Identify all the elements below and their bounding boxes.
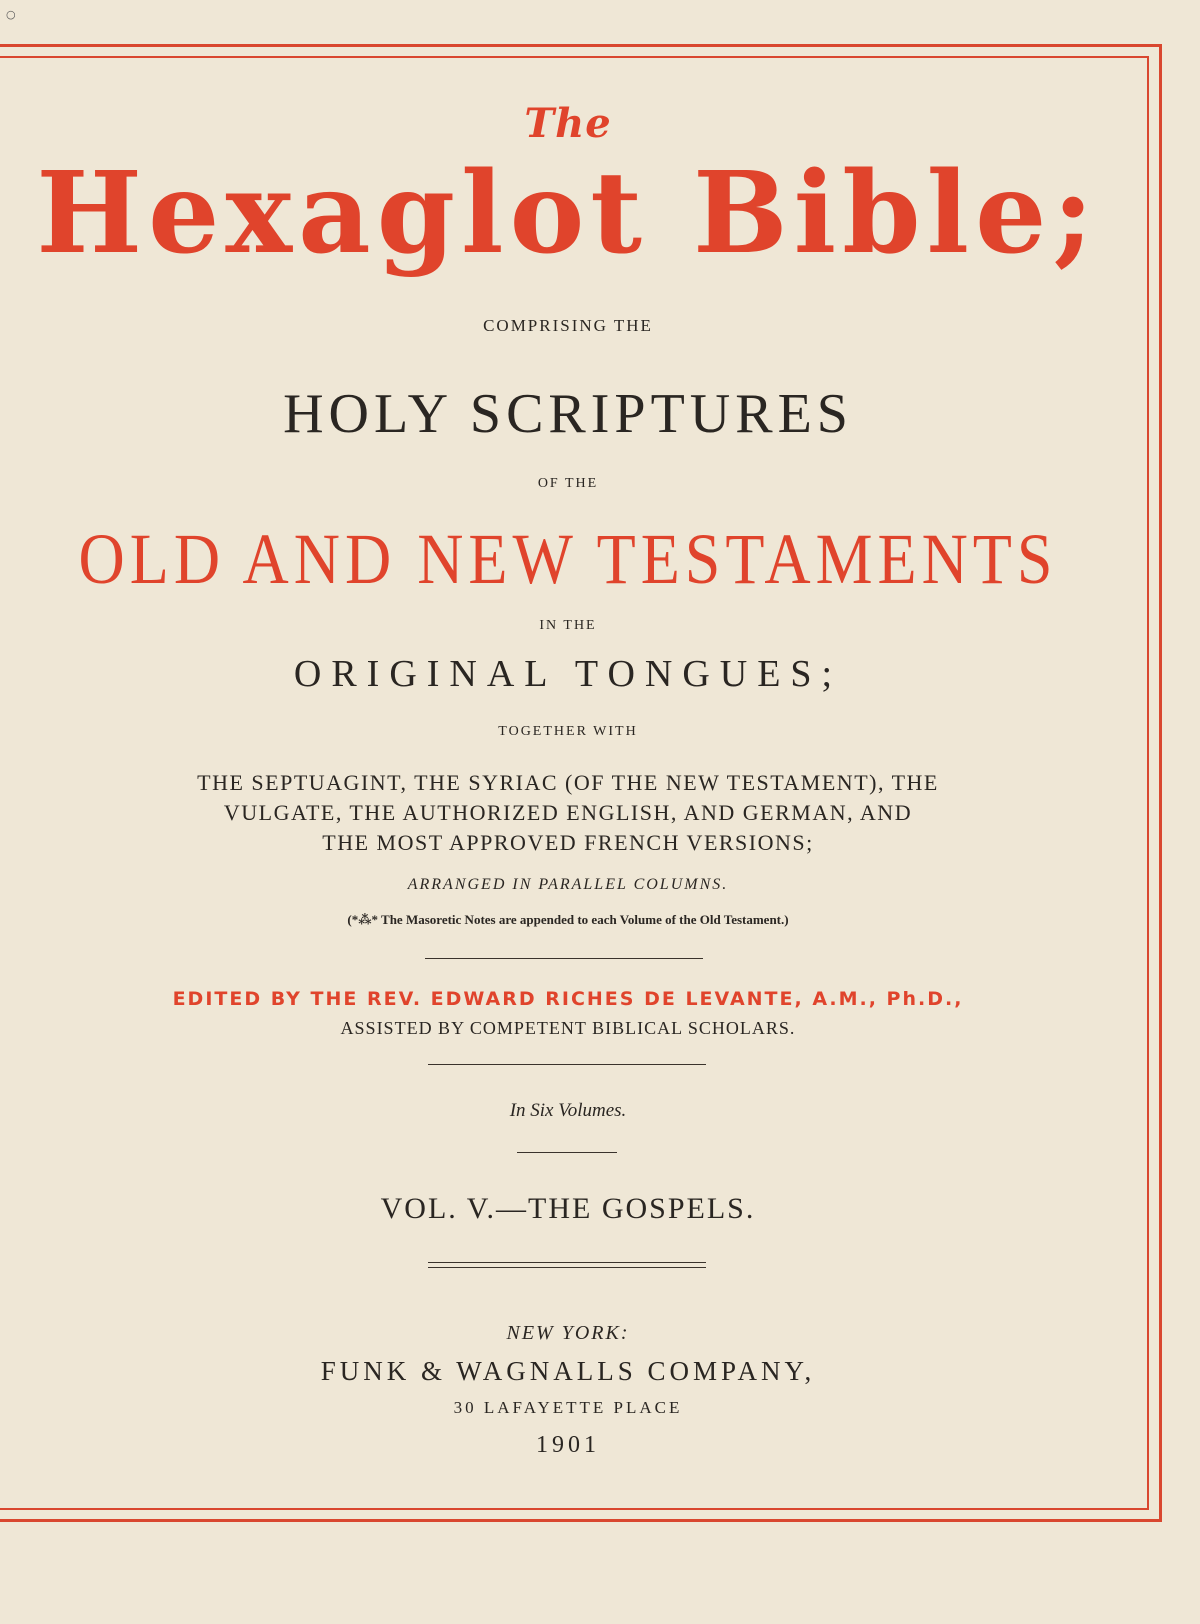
double-rule-bottom — [428, 1267, 706, 1268]
volume-title: VOL. V.—THE GOSPELS. — [380, 1192, 756, 1225]
address-line: 30 LAFAYETTE PLACE — [453, 1398, 683, 1417]
publisher-line: FUNK & WAGNALLS COMPANY, — [320, 1356, 816, 1386]
divider-rule-3 — [517, 1152, 617, 1153]
assisted-line: ASSISTED BY COMPETENT BIBLICAL SCHOLARS. — [340, 1018, 796, 1038]
versions-line-1: THE SEPTUAGINT, THE SYRIAC (OF THE NEW TESTAMENT), THE — [197, 770, 939, 795]
comprising-line: COMPRISING THE — [483, 316, 653, 335]
double-rule-top — [428, 1262, 706, 1263]
old-new-testaments: OLD AND NEW TESTAMENTS — [78, 519, 1058, 599]
of-the-line: OF THE — [537, 476, 599, 491]
the-word: The — [524, 100, 612, 147]
together-with-line: TOGETHER WITH — [498, 724, 638, 739]
versions-line-2: VULGATE, THE AUTHORIZED ENGLISH, AND GERMAN, AND — [223, 800, 913, 825]
in-the-line: IN THE — [539, 618, 597, 633]
divider-rule-2 — [428, 1064, 706, 1065]
city-line: NEW YORK: — [506, 1322, 630, 1344]
holy-scriptures: HOLY SCRIPTURES — [283, 383, 853, 445]
main-title: Hexaglot Bible; — [36, 148, 1100, 279]
editor-line: EDITED BY THE REV. EDWARD RICHES DE LEVANTE, A.M., Ph.D., — [172, 988, 964, 1010]
original-tongues: ORIGINAL TONGUES; — [293, 653, 843, 695]
six-volumes: In Six Volumes. — [509, 1100, 627, 1121]
versions-line-3: THE MOST APPROVED FRENCH VERSIONS; — [322, 830, 814, 855]
year-line: 1901 — [536, 1432, 600, 1458]
masoretic-note: (*⁂* The Masoretic Notes are appended to each Volume of the Old Testament.) — [347, 912, 789, 927]
divider-rule-1 — [425, 958, 703, 959]
corner-circle-icon: ○ — [6, 8, 16, 21]
arranged-line: ARRANGED IN PARALLEL COLUMNS. — [407, 876, 729, 893]
